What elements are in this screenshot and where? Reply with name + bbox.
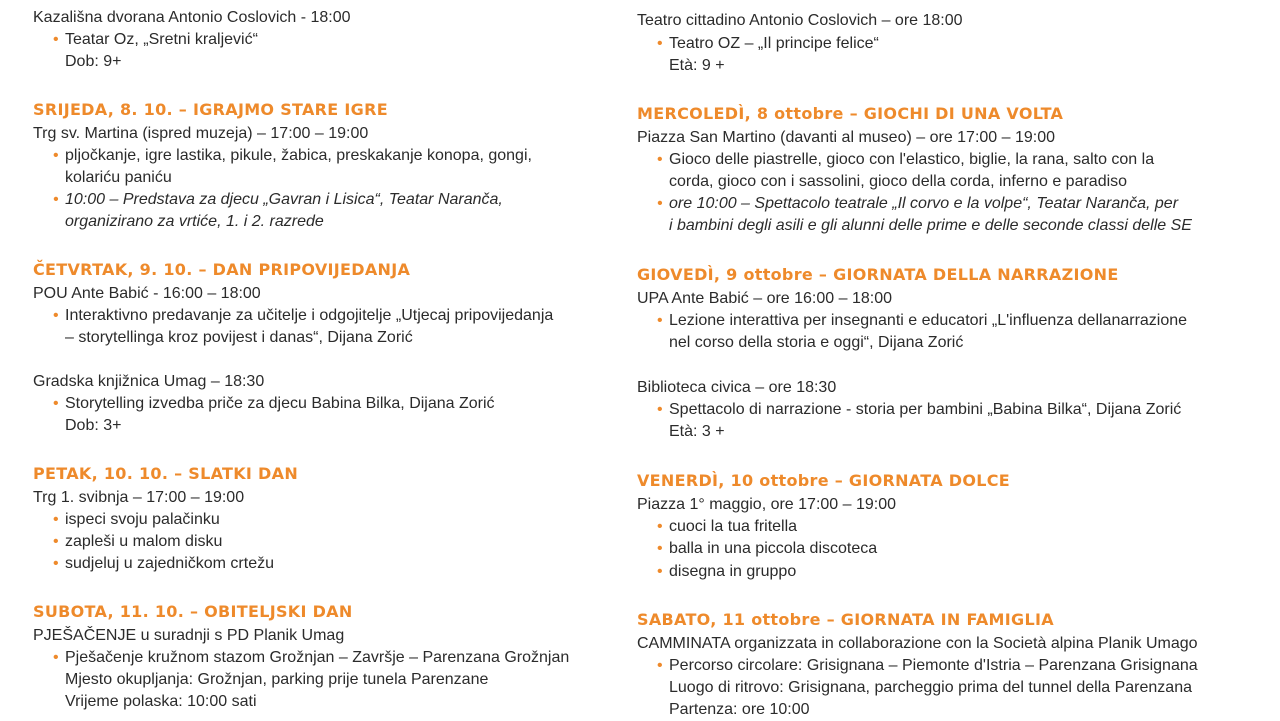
bullet-icon: • bbox=[657, 518, 663, 535]
section-heading-thursday: GIOVEDÌ, 9 ottobre – GIORNATA DELLA NARRAZIONE bbox=[637, 265, 1119, 284]
bullet-icon: • bbox=[53, 395, 59, 412]
list-item: • disegna in gruppo bbox=[637, 561, 796, 583]
bullet-icon: • bbox=[657, 312, 663, 329]
list-item-continuation: Mjesto okupljanja: Grožnjan, parking prije tunela Parenzane bbox=[65, 671, 489, 688]
list-item: • sudjeluj u zajedničkom crtežu bbox=[33, 553, 274, 575]
list-item: • balla in una piccola discoteca bbox=[637, 538, 877, 560]
venue-line: Biblioteca civica – ore 18:30 bbox=[637, 379, 837, 396]
section-heading-friday: PETAK, 10. 10. – SLATKI DAN bbox=[33, 464, 299, 483]
list-item-continuation: Dob: 9+ bbox=[65, 53, 122, 70]
list-item-continuation: Età: 9 + bbox=[669, 57, 725, 74]
bullet-icon: • bbox=[53, 147, 59, 164]
bullet-icon: • bbox=[657, 563, 663, 580]
list-item-continuation: Vrijeme polaska: 10:00 sati bbox=[65, 693, 257, 710]
section-heading-wednesday: MERCOLEDÌ, 8 ottobre – GIOCHI DI UNA VOLTA bbox=[637, 104, 1064, 123]
bullet-icon: • bbox=[53, 191, 59, 208]
venue-line: PJEŠAČENJE u suradnji s PD Planik Umag bbox=[33, 627, 345, 644]
section-heading-friday: VENERDÌ, 10 ottobre – GIORNATA DOLCE bbox=[637, 471, 1011, 490]
list-item: • pljočkanje, igre lastika, pikule, žabica, preskakanje konopa, gongi, bbox=[33, 145, 532, 167]
section-heading-saturday: SUBOTA, 11. 10. – OBITELJSKI DAN bbox=[33, 602, 353, 621]
bullet-icon: • bbox=[657, 401, 663, 418]
list-item: • Storytelling izvedba priče za djecu Babina Bilka, Dijana Zorić bbox=[33, 393, 495, 415]
list-item-continuation: Partenza: ore 10:00 bbox=[669, 701, 810, 718]
venue-line: Teatro cittadino Antonio Coslovich – ore 18:00 bbox=[637, 12, 963, 29]
list-item-continuation: kolariću paniću bbox=[65, 169, 172, 186]
list-item: • Percorso circolare: Grisignana – Piemonte d'Istria – Parenzana Grisignana bbox=[637, 655, 1198, 677]
list-item: • 10:00 – Predstava za djecu „Gavran i Lisica“, Teatar Naranča, bbox=[33, 189, 503, 211]
venue-line: Trg 1. svibnja – 17:00 – 19:00 bbox=[33, 489, 245, 506]
venue-line: CAMMINATA organizzata in collaborazione con la Società alpina Planik Umago bbox=[637, 635, 1198, 652]
bullet-icon: • bbox=[657, 657, 663, 674]
list-item-continuation: corda, gioco con i sassolini, gioco della corda, inferno e paradiso bbox=[669, 173, 1128, 190]
bullet-icon: • bbox=[657, 195, 663, 212]
venue-line: POU Ante Babić - 16:00 – 18:00 bbox=[33, 285, 261, 302]
list-item: • Spettacolo di narrazione - storia per bambini „Babina Bilka“, Dijana Zorić bbox=[637, 399, 1181, 421]
list-item-continuation: Luogo di ritrovo: Grisignana, parcheggio prima del tunnel della Parenzana bbox=[669, 679, 1192, 696]
bullet-icon: • bbox=[53, 31, 59, 48]
section-heading-wednesday: SRIJEDA, 8. 10. – IGRAJMO STARE IGRE bbox=[33, 100, 388, 119]
venue-line: Piazza 1° maggio, ore 17:00 – 19:00 bbox=[637, 496, 897, 513]
list-item-continuation: – storytellinga kroz povijest i danas“, Dijana Zorić bbox=[65, 329, 413, 346]
list-item: • Lezione interattiva per insegnanti e educatori „L'influenza dellanarrazione bbox=[637, 310, 1187, 332]
bullet-icon: • bbox=[53, 555, 59, 572]
list-item: • Interaktivno predavanje za učitelje i odgojitelje „Utjecaj pripovijedanja bbox=[33, 305, 553, 327]
bullet-icon: • bbox=[53, 511, 59, 528]
list-item-continuation: Età: 3 + bbox=[669, 423, 725, 440]
list-item: • zapleši u malom disku bbox=[33, 531, 222, 553]
list-item-continuation: i bambini degli asili e gli alunni delle prime e delle seconde classi delle SE bbox=[669, 217, 1192, 234]
section-heading-thursday: ČETVRTAK, 9. 10. – DAN PRIPOVIJEDANJA bbox=[33, 260, 411, 279]
bullet-icon: • bbox=[53, 533, 59, 550]
list-item-continuation: Dob: 3+ bbox=[65, 417, 122, 434]
bullet-icon: • bbox=[53, 307, 59, 324]
list-item: • Teatar Oz, „Sretni kraljević“ bbox=[33, 29, 258, 51]
venue-line: Piazza San Martino (davanti al museo) – ore 17:00 – 19:00 bbox=[637, 129, 1056, 146]
list-item-continuation: organizirano za vrtiće, 1. i 2. razrede bbox=[65, 213, 324, 230]
venue-line: Trg sv. Martina (ispred muzeja) – 17:00 – 19:00 bbox=[33, 125, 369, 142]
bullet-icon: • bbox=[657, 540, 663, 557]
venue-line: Gradska knjižnica Umag – 18:30 bbox=[33, 373, 265, 390]
list-item-continuation: nel corso della storia e oggi“, Dijana Zorić bbox=[669, 334, 964, 351]
list-item: • Pješačenje kružnom stazom Grožnjan – Završje – Parenzana Grožnjan bbox=[33, 647, 569, 669]
section-heading-saturday: SABATO, 11 ottobre – GIORNATA IN FAMIGLIA bbox=[637, 610, 1054, 629]
list-item: • Teatro OZ – „Il principe felice“ bbox=[637, 33, 879, 55]
list-item: • Gioco delle piastrelle, gioco con l'elastico, biglie, la rana, salto con la bbox=[637, 149, 1154, 171]
bullet-icon: • bbox=[657, 151, 663, 168]
venue-line: UPA Ante Babić – ore 16:00 – 18:00 bbox=[637, 290, 892, 307]
venue-line: Kazališna dvorana Antonio Coslovich - 18:00 bbox=[33, 9, 351, 26]
bullet-icon: • bbox=[657, 35, 663, 52]
list-item: • cuoci la tua fritella bbox=[637, 516, 797, 538]
list-item: • ore 10:00 – Spettacolo teatrale „Il corvo e la volpe“, Teatar Naranča, per bbox=[637, 193, 1178, 215]
list-item: • ispeci svoju palačinku bbox=[33, 509, 220, 531]
bullet-icon: • bbox=[53, 649, 59, 666]
